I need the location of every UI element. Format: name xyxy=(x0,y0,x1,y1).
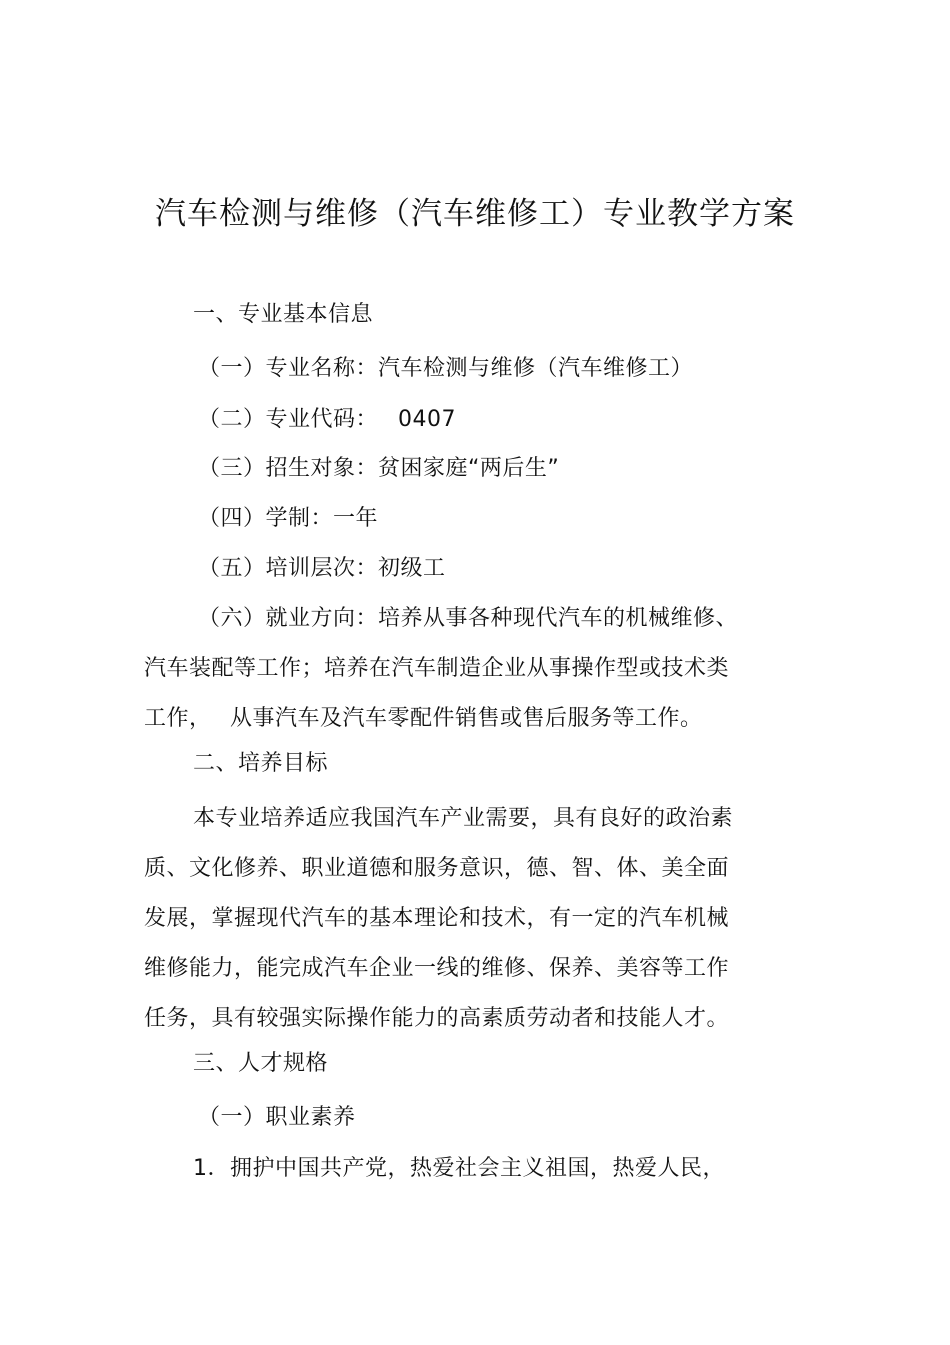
paragraph-line: 从事汽车及汽车零配件销售或售后服务等工作。 xyxy=(230,706,703,731)
section-heading-basic-info: 一、专业基本信息 xyxy=(193,302,374,327)
paragraph-line: 发展，掌握现代汽车的基本理论和技术，有一定的汽车机械 xyxy=(144,906,730,931)
section-heading-training-goal: 二、培养目标 xyxy=(193,751,329,776)
list-item: 1．拥护中国共产党，热爱社会主义祖国，热爱人民， xyxy=(193,1156,725,1181)
paragraph-line: 本专业培养适应我国汽车产业需要，具有良好的政治素 xyxy=(193,806,734,831)
info-training-level: （五）培训层次：初级工 xyxy=(198,556,446,581)
info-enrollment-target: （三）招生对象：贫困家庭“两后生” xyxy=(198,456,560,481)
paragraph-line: 工作， xyxy=(144,706,212,731)
paragraph-line: 质、文化修养、职业道德和服务意识，德、智、体、美全面 xyxy=(144,856,730,881)
info-major-code-label: （二）专业代码： xyxy=(198,407,379,432)
info-major-name: （一）专业名称：汽车检测与维修（汽车维修工） xyxy=(198,356,694,381)
paragraph-line: 任务，具有较强实际操作能力的高素质劳动者和技能人才。 xyxy=(144,1006,730,1031)
subsection-heading-professional-quality: （一）职业素养 xyxy=(198,1105,356,1130)
info-major-code-value: 0407 xyxy=(398,407,456,432)
info-duration: （四）学制：一年 xyxy=(198,506,379,531)
document-title: 汽车检测与维修（汽车维修工）专业教学方案 xyxy=(155,196,795,232)
info-employment-direction: （六）就业方向：培养从事各种现代汽车的机械维修、 xyxy=(198,606,739,631)
paragraph-line: 汽车装配等工作；培养在汽车制造企业从事操作型或技术类 xyxy=(144,656,730,681)
section-heading-talent-spec: 三、人才规格 xyxy=(193,1051,329,1076)
paragraph-line: 维修能力，能完成汽车企业一线的维修、保养、美容等工作 xyxy=(144,956,730,981)
